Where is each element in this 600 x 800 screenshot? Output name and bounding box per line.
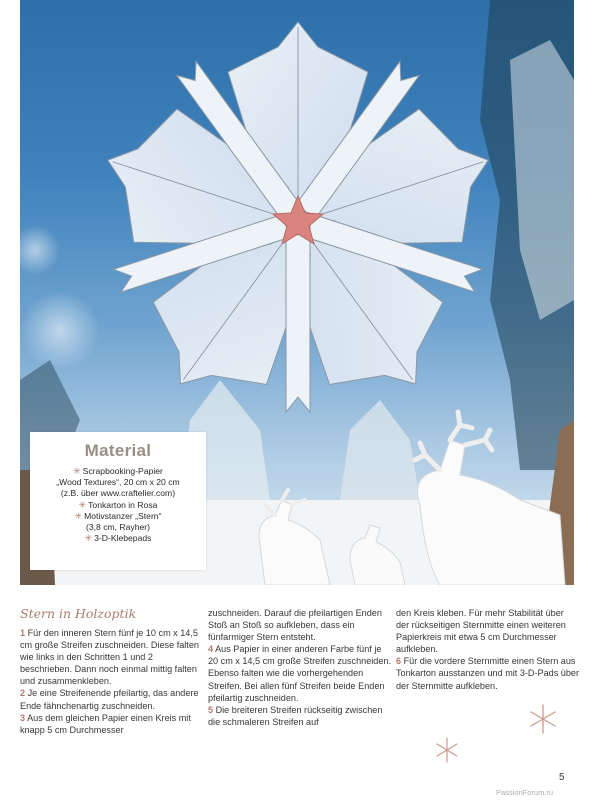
asterisk-icon: ✳ xyxy=(78,499,87,510)
asterisk-icon: ✳ xyxy=(74,510,83,521)
instruction-step: zuschneiden. Darauf die pfeilartigen Enden Stoß an Stoß so aufkleben, dass ein fünfarmiger Stern entsteht. xyxy=(208,608,382,643)
material-box xyxy=(30,432,206,570)
instruction-step: 2 Je eine Streifenende pfeilartig, das andere Ende fähnchenartig zuschneiden. xyxy=(20,688,199,711)
instruction-step: den Kreis kleben. Für mehr Stabilität über der rückseitigen Sternmitte einen weiteren Papierkreis mit etwa 5 cm Durchmesser aufkleben. xyxy=(396,608,566,655)
instruction-column-2 xyxy=(208,607,391,728)
snowflake-decoration-icon xyxy=(433,736,461,764)
instruction-step: 5 Die breiteren Streifen rückseitig zwischen die schmaleren Streifen auf xyxy=(208,704,383,727)
watermark: PassionForum.ru xyxy=(496,788,554,797)
material-item: ✳ Scrapbooking-Papier xyxy=(73,466,163,476)
material-item: ✳ Motivstanzer „Stern“ xyxy=(74,510,162,521)
material-item: „Wood Textures“, 20 cm x 20 cm xyxy=(56,477,180,488)
instruction-column-3 xyxy=(396,607,579,692)
material-item: ✳ Tonkarton in Rosa xyxy=(78,499,158,510)
instruction-step: 4 Aus Papier in einer anderen Farbe fünf je 20 cm x 14,5 cm große Streifen zuschneiden. Ebenso falten wie die vorhergehenden Streifen. Bei allen fünf Streifen beide Enden pfeilartig zuschneiden. xyxy=(208,644,391,703)
material-item: (z.B. über www.craftelier.com) xyxy=(60,488,176,499)
bokeh-light xyxy=(20,290,100,370)
material-title: Material xyxy=(84,441,152,460)
asterisk-icon: ✳ xyxy=(84,533,93,544)
instruction-step: 1 Für den inneren Stern fünf je 10 cm x 14,5 cm große Streifen zuschneiden. Diese falten wie links in den Schritten 1 und 2 beschrieben. Dann noch einmal mittig falten und zusammenkleben. xyxy=(20,628,199,687)
snowy-tree xyxy=(340,400,420,500)
instruction-step: 3 Aus dem gleichen Papier einen Kreis mit knapp 5 cm Durchmesser xyxy=(20,712,191,735)
snowflake-decoration-icon xyxy=(527,703,559,735)
page-number: 5 xyxy=(559,772,565,783)
instruction-step: 6 Für die vordere Sternmitte einen Stern aus Tonkarton ausstanzen und mit 3-D-Pads über der Sternmitte aufkleben. xyxy=(396,656,579,691)
material-item: ✳ 3-D-Klebepads xyxy=(84,533,152,544)
section-title: Stern in Holzoptik xyxy=(20,606,137,621)
asterisk-icon: ✳ xyxy=(73,466,81,476)
material-item: (3,8 cm, Rayher) xyxy=(86,522,150,533)
instruction-column-1 xyxy=(20,627,203,736)
bokeh-light xyxy=(20,225,60,275)
paper-snowflake xyxy=(86,22,510,425)
material-list xyxy=(30,466,206,544)
